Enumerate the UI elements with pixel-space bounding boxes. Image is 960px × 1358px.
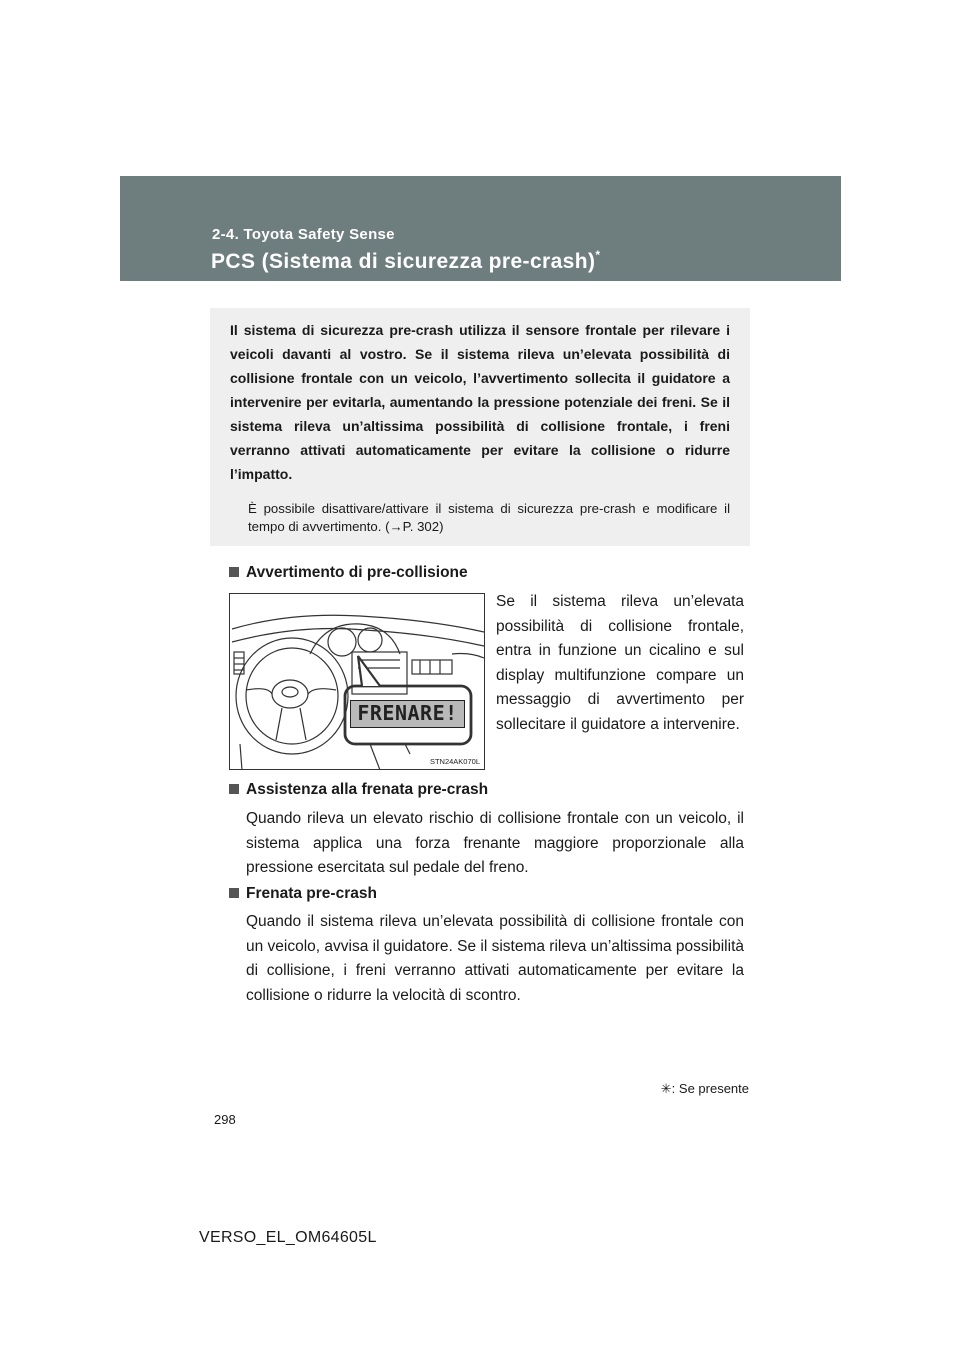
- asterisk-icon: ✳: [660, 1081, 672, 1096]
- figure-code: STN24AK070L: [429, 757, 480, 766]
- optional-mark: *: [595, 248, 601, 262]
- dashboard-illustration: [229, 593, 485, 770]
- dashboard-drawing: [230, 594, 485, 770]
- brake-warning-message: FRENARE!: [350, 700, 465, 728]
- heading-pre-crash-brake-assist: Assistenza alla frenata pre-crash: [229, 781, 488, 799]
- section-header: [120, 176, 841, 281]
- square-bullet-icon: [229, 567, 239, 577]
- pre-crash-brake-assist-text: Quando rileva un elevato rischio di collisione frontale con un veicolo, il sistema applica una forza frenante maggiore proporzionale alla pressione esercitata sul pedale del freno.: [246, 810, 744, 876]
- page-number: 298: [214, 1112, 236, 1127]
- pre-collision-warning-text: Se il sistema rileva un’elevata possibilità di collisione frontale, entra in funzione un cicalino e sul display multifunzione compare un messaggio di avvertimento per sollecitare il guidatore a intervenire.: [496, 593, 744, 733]
- intro-note: È possibile disattivare/attivare il sistema di sicurezza pre-crash e modificare il tempo di avvertimento. (→P. 302): [248, 501, 730, 534]
- intro-box: [210, 308, 750, 546]
- intro-lead: Il sistema di sicurezza pre-crash utilizza il sensore frontale per rilevare i veicoli davanti al vostro. Se il sistema rileva un’elevata possibilità di collisione frontale con un veicolo, l’avvertimento sollecita il guidatore a intervenire per evitarla, aumentando la pressione potenziale dei freni. Se il sistema rileva un’altissima possibilità di collisione frontale, i freni verranno attivati automaticamente per evitare la collisione o ridurre l’impatto.: [230, 322, 730, 482]
- footnote: ✳: Se presente: [660, 1081, 749, 1096]
- square-bullet-icon: [229, 784, 239, 794]
- pre-crash-braking-text: Quando il sistema rileva un’elevata possibilità di collisione frontale con un veicolo, avvisa il guidatore. Se il sistema rileva un’altissima possibilità di collisione, i freni verranno attivati automaticamente per evitare la collisione o ridurre la velocità di scontro.: [246, 913, 744, 1004]
- document-code: VERSO_EL_OM64605L: [199, 1229, 377, 1246]
- section-label: 2-4. Toyota Safety Sense: [212, 226, 395, 243]
- heading-pre-crash-braking: Frenata pre-crash: [229, 885, 377, 903]
- page-title: PCS (Sistema di sicurezza pre-crash)*: [211, 248, 601, 273]
- heading-pre-collision-warning: Avvertimento di pre-collisione: [229, 564, 468, 582]
- square-bullet-icon: [229, 888, 239, 898]
